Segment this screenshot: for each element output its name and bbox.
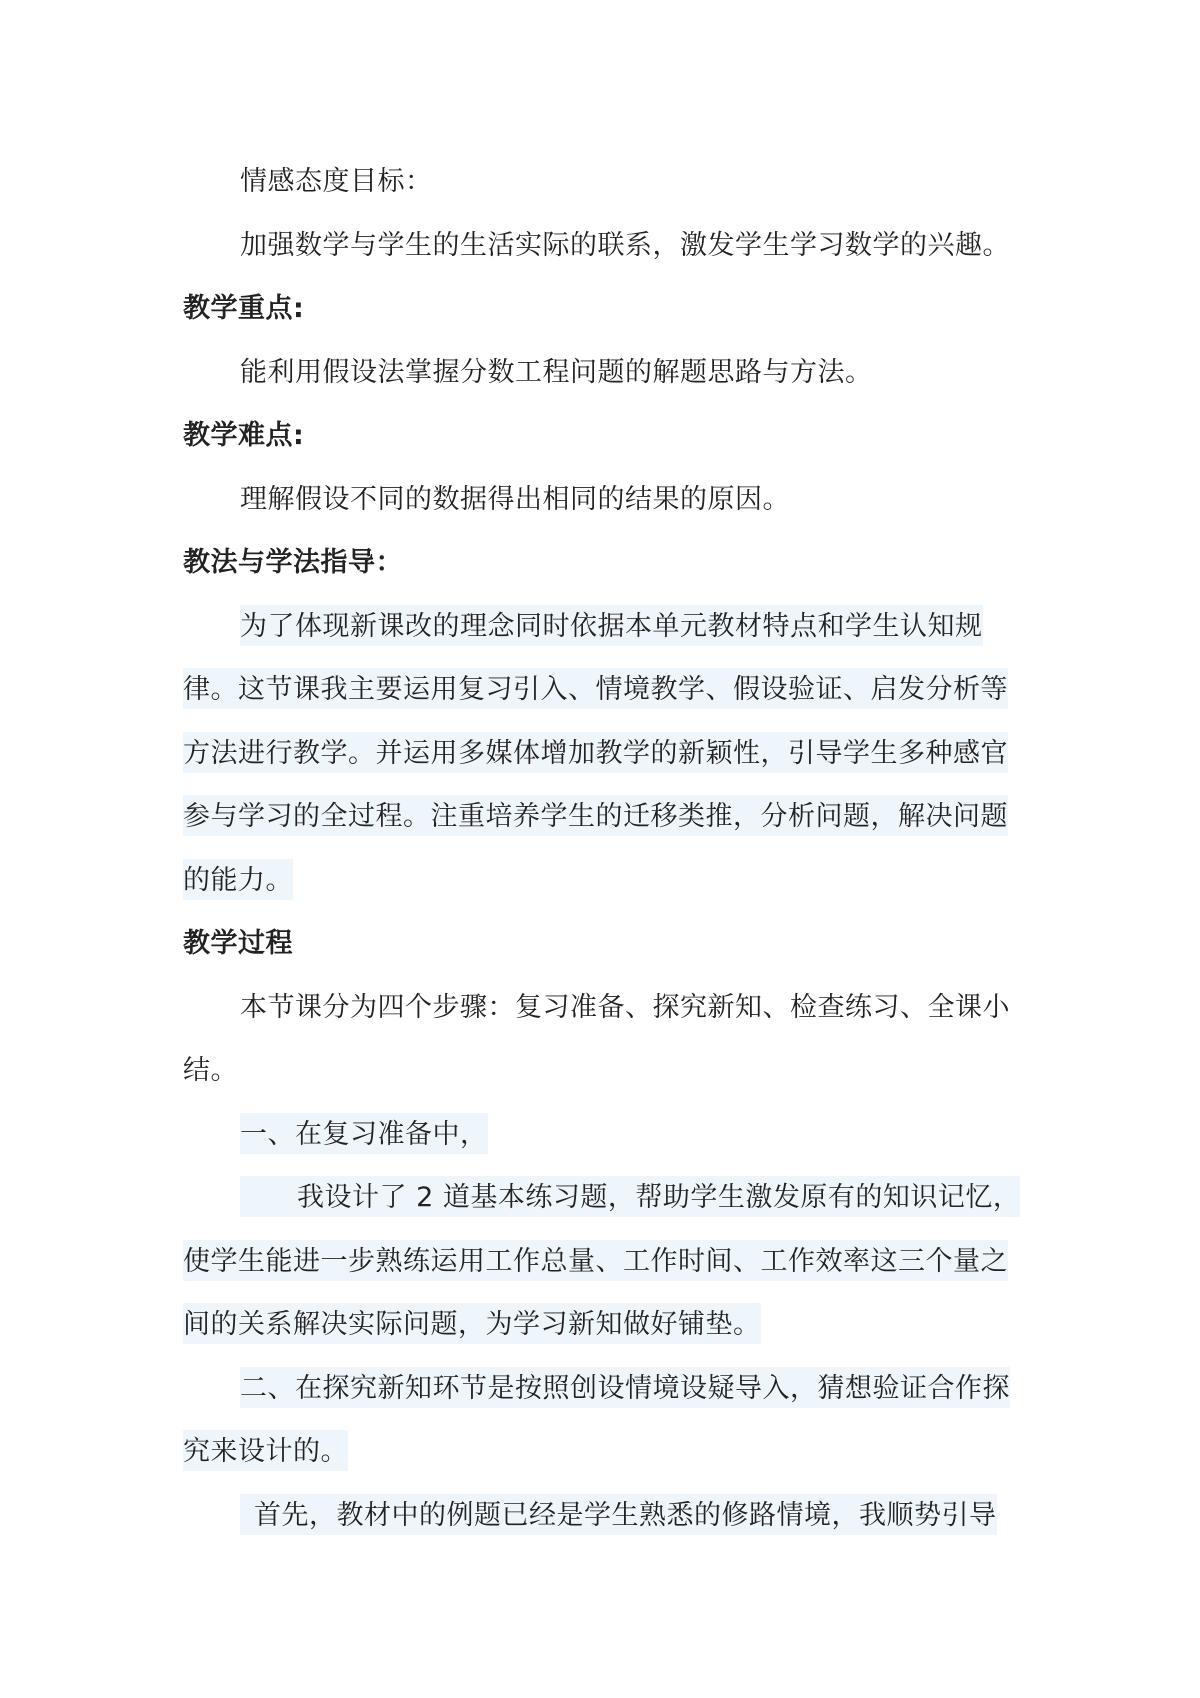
paragraph-line (183, 1039, 1028, 1103)
section-heading-process (183, 912, 1028, 976)
heading-text: 教法与学法指导： (183, 547, 403, 578)
paragraph-line (183, 785, 1028, 849)
paragraph-line (183, 849, 1028, 913)
paragraph-line (183, 468, 1028, 532)
line-text: 加强数学与学生的生活实际的联系，激发学生学习数学的兴趣。 (240, 229, 1010, 261)
paragraph-line (183, 1103, 1028, 1167)
line-text: 二、在探究新知环节是按照创设情境设疑导入，猜想验证合作探 (240, 1367, 1010, 1408)
paragraph-line (183, 976, 1028, 1040)
paragraph-line (183, 341, 1028, 405)
line-text: 律。这节课我主要运用复习引入、情境教学、假设验证、启发分析等 (183, 668, 1008, 709)
line-text: 为了体现新课改的理念同时依据本单元教材特点和学生认知规 (240, 605, 983, 646)
section-heading-key-points (183, 277, 1028, 341)
paragraph-line (183, 1484, 1028, 1548)
line-text: 方法进行教学。并运用多媒体增加教学的新颖性，引导学生多种感官 (183, 732, 1008, 773)
paragraph-line (183, 1293, 1028, 1357)
line-text: 结。 (183, 1055, 238, 1086)
line-text: 参与学习的全过程。注重培养学生的迁移类推，分析问题，解决问题 (183, 795, 1008, 836)
paragraph-line (183, 1230, 1028, 1294)
paragraph-line (183, 150, 1028, 214)
line-text: 能利用假设法掌握分数工程问题的解题思路与方法。 (240, 356, 873, 388)
line-text: 本节课分为四个步骤：复习准备、探究新知、检查练习、全课小 (240, 991, 1010, 1023)
section-heading-difficulties (183, 404, 1028, 468)
paragraph-line (183, 1166, 1028, 1230)
paragraph-line (183, 595, 1028, 659)
paragraph-line (183, 658, 1028, 722)
line-text: 首先，教材中的例题已经是学生熟悉的修路情境，我顺势引导 (240, 1494, 997, 1535)
document-body (183, 150, 1028, 1547)
paragraph-line (183, 214, 1028, 278)
heading-text: 教学过程 (183, 928, 293, 959)
line-text: 究来设计的。 (183, 1430, 348, 1471)
heading-text: 教学难点: (183, 420, 305, 451)
line-text: 一、在复习准备中， (240, 1113, 488, 1154)
line-text: 情感态度目标： (240, 166, 433, 197)
section-heading-methods (183, 531, 1028, 595)
paragraph-line (183, 1357, 1028, 1421)
line-text: 间的关系解决实际问题，为学习新知做好铺垫。 (183, 1303, 761, 1344)
line-text: 我设计了 2 道基本练习题，帮助学生激发原有的知识记忆， (240, 1176, 1020, 1217)
paragraph-line (183, 1420, 1028, 1484)
line-text: 的能力。 (183, 859, 293, 900)
paragraph-line (183, 722, 1028, 786)
line-text: 理解假设不同的数据得出相同的结果的原因。 (240, 483, 790, 515)
heading-text: 教学重点: (183, 293, 305, 324)
line-text: 使学生能进一步熟练运用工作总量、工作时间、工作效率这三个量之 (183, 1240, 1008, 1281)
